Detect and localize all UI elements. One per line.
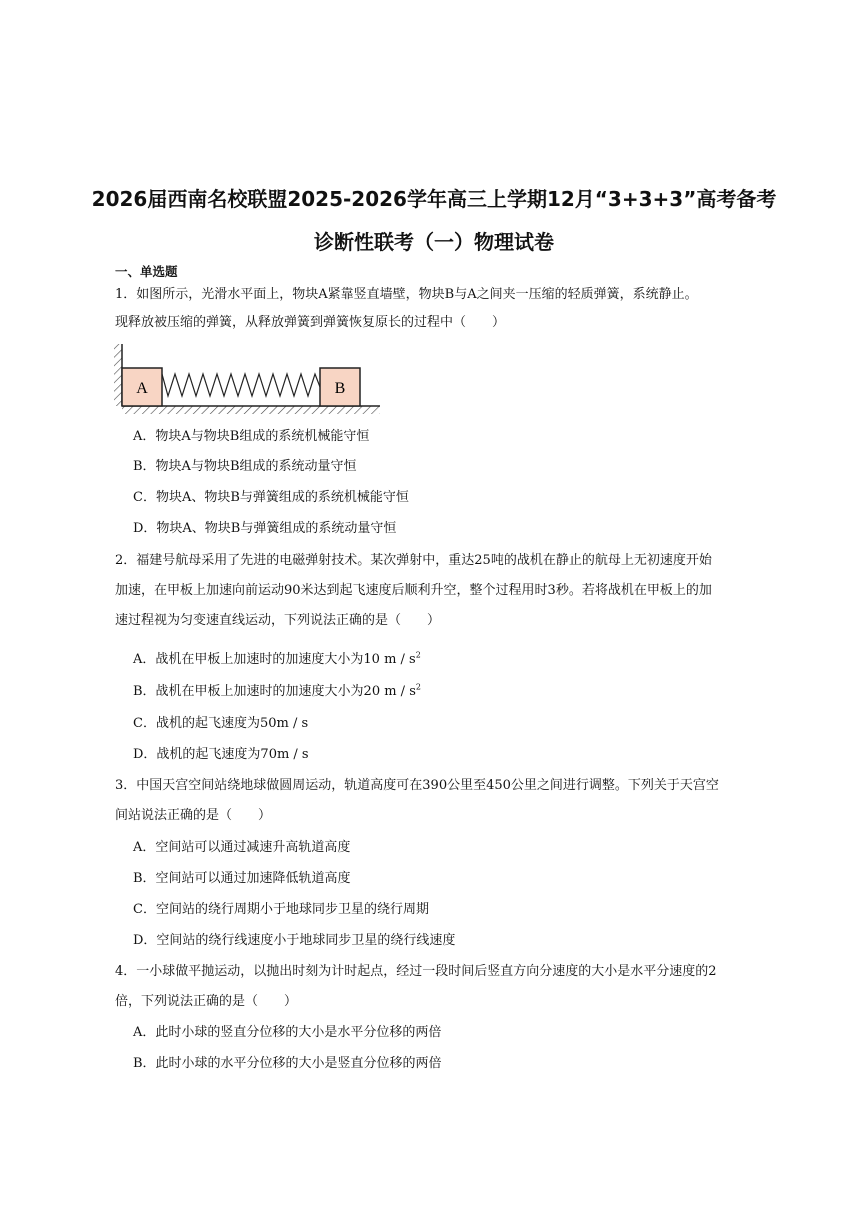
q1-option-b: B．物块A与物块B组成的系统动量守恒 [133, 459, 357, 474]
q2-option-c: C．战机的起飞速度为50m / s [133, 716, 309, 731]
q3-option-c: C．空间站的绕行周期小于地球同步卫星的绕行周期 [133, 902, 429, 917]
q3-stem-line1: 3．中国天宫空间站绕地球做圆周运动，轨道高度可在390公里至450公里之间进行调整。下列关于天宫空 [115, 778, 719, 793]
wall-hatching [114, 344, 122, 406]
q1-option-a: A．物块A与物块B组成的系统机械能守恒 [133, 429, 370, 444]
q2-option-b [133, 683, 421, 701]
q2-option-b-text: B．战机在甲板上加速时的加速度大小为20 m / s [133, 684, 416, 699]
q1-stem-line1: 1．如图所示，光滑水平面上，物块A紧靠竖直墙壁，物块B与A之间夹一压缩的轻质弹簧，系统静止。 [115, 287, 698, 302]
q2-stem-line2: 加速，在甲板上加速向前运动90米达到起飞速度后顺利升空，整个过程用时3秒。若将战机在甲板上的加 [115, 583, 712, 598]
q4-stem-line2: 倍，下列说法正确的是（ ） [115, 994, 298, 1009]
q1-spring-figure [112, 342, 384, 416]
q2-option-a-text: A．战机在甲板上加速时的加速度大小为10 m / s [133, 652, 416, 667]
q2-option-b-exponent: 2 [415, 682, 421, 692]
q1-option-c: C．物块A、物块B与弹簧组成的系统机械能守恒 [133, 490, 409, 505]
q1-option-d: D．物块A、物块B与弹簧组成的系统动量守恒 [133, 521, 397, 536]
q3-option-b: B．空间站可以通过加速降低轨道高度 [133, 871, 351, 886]
q3-option-d: D．空间站的绕行线速度小于地球同步卫星的绕行线速度 [133, 933, 456, 948]
ground-hatching [122, 406, 380, 414]
block-a-label: A [136, 380, 148, 397]
q4-stem-line1: 4．一小球做平抛运动，以抛出时刻为计时起点，经过一段时间后竖直方向分速度的大小是水平分速度的2 [115, 964, 717, 979]
q3-stem-line2: 间站说法正确的是（ ） [115, 808, 272, 823]
q2-stem-line3: 速过程视为匀变速直线运动，下列说法正确的是（ ） [115, 613, 441, 628]
exam-title-line2: 诊断性联考（一）物理试卷 [314, 230, 554, 254]
q2-stem-line1: 2．福建号航母采用了先进的电磁弹射技术。某次弹射中，重达25吨的战机在静止的航母上无初速度开始 [115, 553, 712, 568]
q4-option-b: B．此时小球的水平分位移的大小是竖直分位移的两倍 [133, 1056, 442, 1071]
q1-stem-line2: 现释放被压缩的弹簧，从释放弹簧到弹簧恢复原长的过程中（ ） [115, 315, 506, 330]
spring [162, 374, 320, 396]
exam-title-line1: 2026届西南名校联盟2025-2026学年高三上学期12月“3+3+3”高考备考 [91, 187, 777, 211]
q2-option-a-exponent: 2 [415, 650, 421, 660]
q2-option-d: D．战机的起飞速度为70m / s [133, 747, 309, 762]
q2-option-a [133, 651, 421, 669]
section-heading: 一、单选题 [115, 264, 178, 279]
q3-option-a: A．空间站可以通过减速升高轨道高度 [133, 840, 351, 855]
q4-option-a: A．此时小球的竖直分位移的大小是水平分位移的两倍 [133, 1025, 442, 1040]
block-b-label: B [334, 380, 346, 397]
